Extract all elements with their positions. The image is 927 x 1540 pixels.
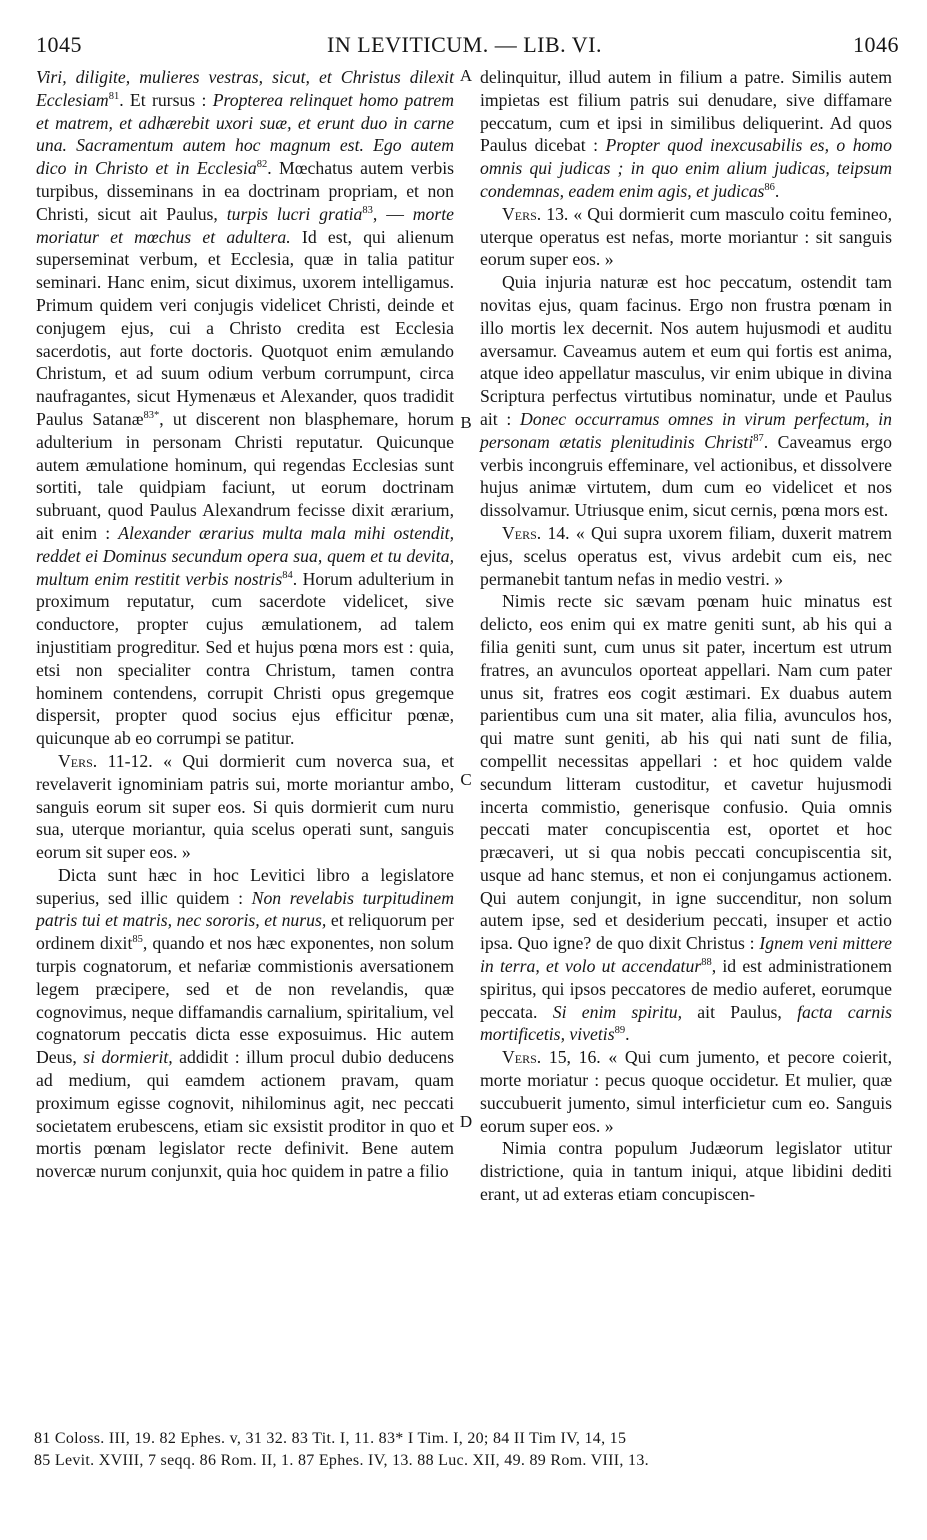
text-run: delinquitur, illud autem in filium a patre. Similis autem impietas est filium patris sui denudare, sive diffamare peccatum, cum et ipsi in similibus deliquerint. Ad quos Paulus dicebat : (480, 67, 892, 156)
footnote-ref: 83* (143, 410, 160, 422)
footnote-ref: 85 (132, 934, 143, 946)
paragraph (480, 66, 892, 203)
text-run: Nimia contra populum Judæorum legislator utitur districtione, quia in tantum iniqui, atque libidini dediti erant, ut ad exteras etiam concupiscen- (480, 1138, 892, 1205)
text-run: « Qui cum jumento, et pecore coierit, morte moriatur : pecus quoque occidetur. Et mulier, quæ succubuerit jumento, simul interficietur cum eo. Sanguis eorum super eos. » (480, 1047, 893, 1136)
text-run: addidit : illum procul dubio deducens ad medium, qui eamdem actionem pravam, quam proximum egisse cognovit, nihilominus agit, nec peccati societatem erubescens, etiam sic exsistit proditor in quo et mortis pœnam legislator recte definivit. Bene autem novercæ nurum conjunxit, quia hoc quidem in patre a filio (36, 1047, 454, 1182)
page-number-left: 1045 (36, 32, 82, 57)
text-run: et reliquorum per ordinem dixit (36, 910, 454, 954)
margin-marker-c: C (460, 770, 472, 789)
footnote-ref: 87 (753, 432, 764, 444)
text-run: . (774, 180, 780, 201)
text-run: . (625, 1024, 630, 1045)
paragraph (36, 66, 454, 750)
text-run: . Horum adulterium in proximum reputatur, cum sacerdote videlicet, sive conductore, propter cujus æmulationem, ad talem injustitiam progreditur. Sed et hujus pœna mors est : quia, etsi non specialiter contra Christum, tamen contra hominem contendens, corrupit Christi opus gregemque dispersit, propter quod socius ejus efficitur pœnæ, quicunque ab eo corrumpi se patitur. (36, 568, 454, 749)
quotation: Viri, diligite, mulieres vestras, sicut, et Christus dilexit Ecclesiam (36, 67, 454, 110)
text-run: ait Paulus, (682, 1001, 798, 1022)
verse-label: Vers. 14. (502, 522, 570, 543)
text-run: « Qui dormierit cum noverca sua, et revelaverit ignominiam patris sui, morte moriantur ambo, sanguis eorum sit super eos. Si quis dormierit cum nuru sua, uterque moriantur, quia scelus operati sunt, sanguis eorum sit super eos. » (36, 750, 454, 863)
quotation: Alexander ærarius multa mala mihi ostendit, reddet ei Dominus secundum opera sua, quem et tu devita, multum enim restitit verbis nostris (36, 522, 454, 589)
paragraph (480, 522, 892, 590)
text-run: , id est administrationem spiritus, qui ipsos peccatores de medio auferet, eorumque peccata. (480, 956, 892, 1022)
text-run: , quando et nos hæc exponentes, non solum turpis cognatorum, et nefariæ commistionis aversationem legem præcipere, sed et de non revelandis, quæ cognovimus, neque diffamandis carnalium, spiritalium, vel cognatorum peccatis dicta esse exposuimus. Hic autem Deus, (36, 933, 455, 1068)
margin-marker-b: B (460, 413, 472, 432)
quotation: facta carnis mortificetis, vivetis (480, 1001, 893, 1045)
footnote-ref: 89 (614, 1025, 626, 1037)
footnotes (34, 1428, 901, 1472)
text-run: . Et rursus : (119, 89, 213, 110)
quotation: Propter quod inexcusabilis es, o homo omnis qui judicas ; in quo enim alium judicas, teipsum condemnas, eadem enim agis, et judicas (480, 135, 892, 201)
margin-marker-d: D (459, 1112, 473, 1131)
quotation: Si enim spiritu, (552, 1001, 683, 1022)
text-run: « Qui dormierit cum masculo coitu femineo, uterque operatus est nefas, morte moriantur : sit sanguis eorum super eos. » (480, 203, 892, 270)
footnote-ref: 82 (256, 159, 268, 171)
verse-label: Vers. 13. (502, 203, 569, 224)
running-title: IN LEVITICUM. — LIB. VI. (327, 32, 602, 57)
text-run: Nimis recte sic sævam pœnam huic minatus est delicto, eos enim qui ex matre geniti sunt, ab his qui a filia geniti sunt, cum unus sit pater, incertum est utrum fratres, an avunculos oporteat appellari. Nam cum pater unus sit, fratres eos cogit æstimari. Ex duabus autem parientibus cum una sit mater, alia filia, avunculos hos, qui matre sunt geniti, ab his qui nati sunt de filia, compellit necessitas appellari : et hoc quidem valde secundum litteram custoditur, et cavetur hujusmodi incerta commistio, generisque confusio. Quia omnis peccati mater concupiscentia est, oportet et hoc præcaveri, ut si qua nobis peccati concupiscentia sit, usque ad hanc stemus, et non ei conjungamus actionem. Qui autem conjungit, in igne succenditur, non solum autem ipse, sed et desiderium peccati, insuper et actio ipsa. Quo igne? de quo dixit Christus : (480, 591, 892, 954)
quotation: Propterea relinquet homo patrem et matrem, et adhærebit uxori suæ, et erunt duo in carne una. Sacramentum autem hoc magnum est. Ego autem dico in Christo et in Ecclesia (36, 89, 454, 179)
text-run: Id est, qui alienum superseminat verbum, et Ecclesia, quæ in talia patitur seminari. Hanc enim, sicut diximus, uxorem intelligamus. Primum quidem veri conjugis videlicet Christi, deinde et conjugem ejus, cui a Christo credita est Ecclesia sacerdotis, aut forte doctoris. Quotquot enim æmulando Christum, et ad suum odium verbum corrumpunt, circa naufragantes, sicut Hymenæus et Alexander, quos tradidit Paulus Satanæ (36, 226, 454, 429)
page-number-right: 1046 (853, 32, 899, 57)
quotation: Ignem veni mittere in terra, et volo ut accendatur (480, 933, 892, 977)
text-run: , — (372, 203, 413, 224)
margin-marker-a: A (459, 66, 473, 85)
verse-label: Vers. 15, 16. (502, 1047, 601, 1068)
text-run: Quia injuria naturæ est hoc peccatum, ostendit tam novitas ejus, quam facinus. Ergo non frustra pœnam in illo mortis lex decernit. Nos autem hujusmodi et auditu aversamur. Caveamus autem et eum qui fortis est anima, atque ideo appellatur masculus, vir enim ubique in divina Scriptura perfectus virtutibus nominatur, unde et Paulus ait : (480, 272, 892, 429)
left-column (36, 66, 454, 1396)
footnote-ref: 86 (764, 182, 775, 194)
footnote-ref: 88 (701, 957, 712, 969)
quotation: turpis lucri gratia (226, 203, 363, 224)
footnote-ref: 83 (362, 204, 373, 216)
paragraph (480, 1137, 892, 1205)
running-header (28, 32, 901, 66)
text-run: Dicta sunt hæc in hoc Levitici libro a legislatore superius, sed illic quidem : (36, 864, 454, 908)
paragraph (480, 271, 892, 522)
quotation: Donec occurramus omnes in virum perfectum, in personam ætatis plenitudinis Christi (480, 408, 892, 452)
text-run: , ut discerent non blasphemare, horum adulterium in personam Christi reputatur. Quicunque autem æmulatione hominum, qui regendas Ecclesias sunt sortiti, tale quidpiam faciunt, ut eorum doctrinam subruant, quod Paulus Alexandrum fecisse dixit ærarium, ait enim : (36, 408, 454, 543)
text-run: . Mœchatus autem verbis turpibus, disseminans in ea doctrinam propriam, et non Christi, sicut ait Paulus, (36, 158, 454, 224)
quotation: morte moriatur et mœchus et adultera. (36, 203, 455, 247)
footnote-ref: 81 (108, 90, 120, 102)
paragraph (36, 864, 454, 1183)
paragraph (480, 1046, 892, 1137)
verse-label: Vers. 11-12. (58, 750, 153, 771)
footnote-line: 81 Coloss. III, 19. 82 Ephes. v, 31 32. 83 Tit. I, 11. 83* I Tim. I, 20; 84 II Tim IV, 14, 15 (34, 1430, 627, 1447)
quotation: Non revelabis turpitudinem patris tui et matris, nec sororis, et nurus, (36, 887, 454, 931)
footnote-line: 85 Levit. XVIII, 7 seqq. 86 Rom. II, 1. 87 Ephes. IV, 13. 88 Luc. XII, 49. 89 Rom. VIII, 13. (34, 1452, 649, 1469)
footnote-ref: 84 (282, 569, 293, 581)
quotation: si dormierit, (83, 1047, 173, 1068)
text-run: . Caveamus ergo verbis incongruis effeminare, vel actionibus, et dissolvere hujus animæ virtutem, dum cum eo videlicet et nos dissolvamur. Utriusque enim, sicut cernis, pœna mors est. (480, 431, 892, 521)
right-column (480, 66, 892, 1396)
text-run: « Qui supra uxorem filiam, duxerit matrem ejus, scelus operatus est, vivus ardebit cum eis, nec permanebit tantum nefas in medio vestri. » (480, 522, 892, 589)
paragraph (480, 590, 892, 1046)
paragraph (36, 750, 454, 864)
paragraph (480, 203, 892, 271)
